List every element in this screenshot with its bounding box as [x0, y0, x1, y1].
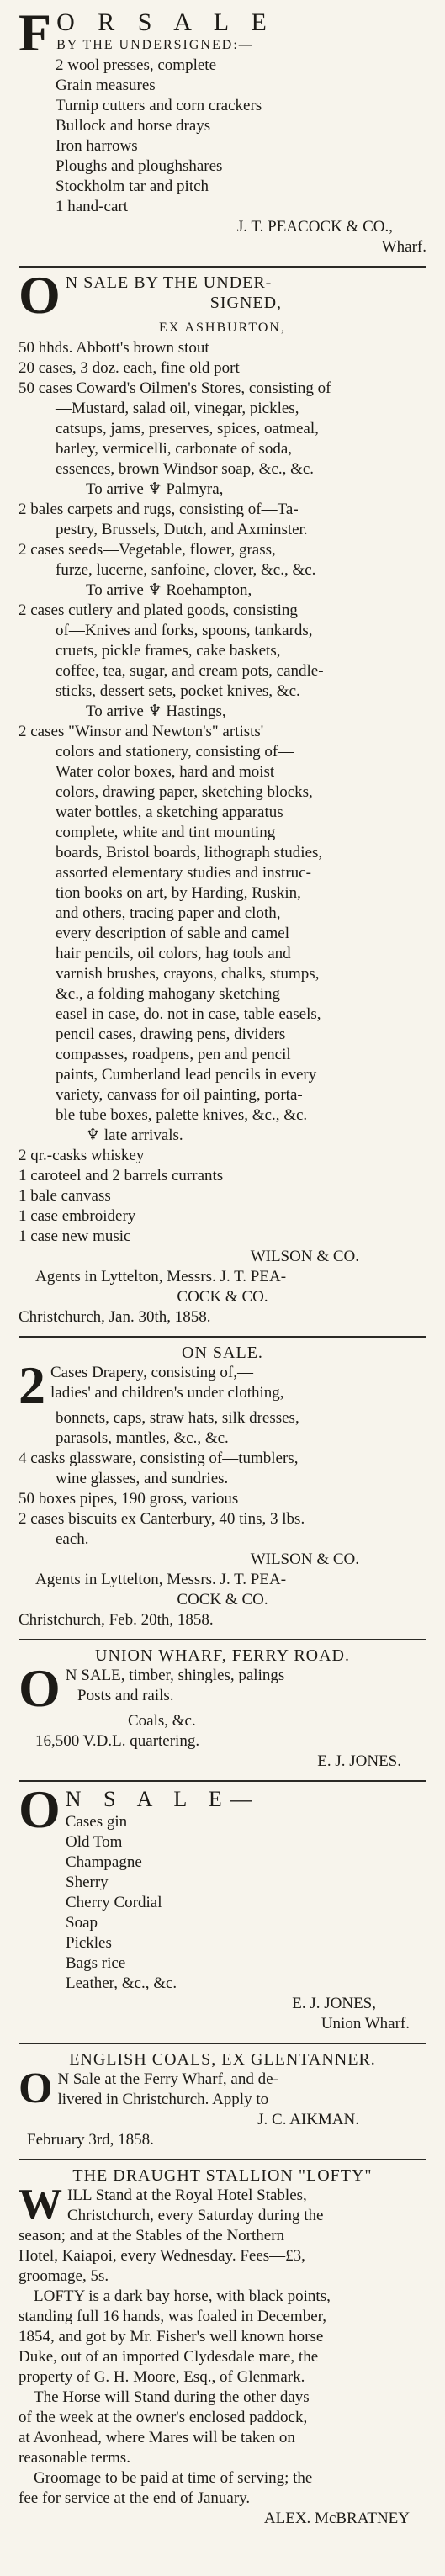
- text-line: tion books on art, by Harding, Ruskin,: [56, 884, 301, 902]
- list-item: Bullock and horse drays: [56, 117, 211, 135]
- text-line: LOFTY is a dark bay horse, with black points,: [34, 2287, 331, 2305]
- ad-heading: N S A L E—: [65, 1787, 261, 1811]
- text-line: barley, vermicelli, carbonate of soda,: [56, 440, 293, 458]
- list-item: Cases gin: [65, 1813, 128, 1831]
- signature: E. J. JONES,: [292, 1995, 376, 2012]
- text-line: ♆ late arrivals.: [86, 1126, 183, 1144]
- item-list: [19, 1408, 426, 1550]
- ad-heading: N SALE BY THE UNDER-: [65, 273, 273, 292]
- text-line: 1 caroteel and 2 barrels currants: [19, 1167, 224, 1185]
- list-item: Ploughs and ploughshares: [56, 157, 223, 175]
- item-list: [19, 338, 426, 1247]
- text-line: coffee, tea, sugar, and cream pots, candle-: [56, 662, 324, 680]
- text-line: and others, tracing paper and cloth,: [56, 904, 281, 922]
- text-line: &c., a folding mahogany sketching: [56, 985, 280, 1003]
- body-line: livered in Christchurch. Apply to: [57, 2091, 269, 2108]
- signature: WILSON & CO.: [250, 1550, 359, 1568]
- signature: E. J. JONES.: [317, 1752, 401, 1770]
- text-line: hair pencils, oil colors, hag tools and: [56, 945, 291, 962]
- text-line: at Avonhead, where Mares will be taken on: [19, 2429, 295, 2446]
- body-lines: [19, 2186, 426, 2226]
- ad-on-sale-drapery: [19, 1338, 426, 1640]
- drop-cap: O: [19, 1787, 61, 1832]
- text-line: every description of sable and camel: [56, 925, 290, 942]
- text-line: wine glasses, and sundries.: [56, 1470, 229, 1487]
- ad-heading: O R S A L E: [56, 10, 275, 36]
- signature: ALEX. McBRATNEY: [263, 2510, 410, 2527]
- list-item: Bags rice: [66, 1954, 126, 1972]
- ad5-header: [19, 1787, 426, 1832]
- signature: WILSON & CO.: [250, 1248, 359, 1265]
- ad-stallion-lofty: [19, 2160, 426, 2537]
- dateline: Christchurch, Feb. 20th, 1858.: [19, 1611, 214, 1629]
- body-line: 16,500 V.D.L. quartering.: [35, 1732, 200, 1750]
- agents-line: Agents in Lyttelton, Messrs. J. T. PEA-: [35, 1268, 287, 1285]
- text-line: each.: [56, 1530, 89, 1548]
- text-line: ILL Stand at the Royal Hotel Stables,: [67, 2186, 307, 2204]
- text-line: 50 hhds. Abbott's brown stout: [19, 339, 209, 357]
- agents-line-cont: COCK & CO.: [177, 1288, 268, 1306]
- text-line: 20 cases, 3 doz. each, fine old port: [19, 359, 240, 377]
- item-list: [19, 1812, 426, 1832]
- ad3-lead: [19, 1363, 426, 1408]
- list-item: Cherry Cordial: [66, 1894, 162, 1911]
- body-line: N SALE, timber, shingles, palings: [65, 1667, 285, 1684]
- ad-subheading: BY THE UNDERSIGNED:—: [56, 38, 254, 52]
- text-line: ble tube boxes, palette knives, &c., &c.: [56, 1106, 308, 1124]
- text-line: compasses, roadpens, pen and pencil: [56, 1046, 291, 1063]
- text-line: Hotel, Kaiapoi, every Wednesday. Fees—£3,: [19, 2247, 305, 2265]
- text-line: fee for service at the end of January.: [19, 2489, 251, 2507]
- text-line: reasonable terms.: [19, 2449, 130, 2467]
- text-line: 1854, and got by Mr. Fisher's well known horse: [19, 2328, 324, 2345]
- list-item: Sherry: [66, 1874, 109, 1891]
- text-line: season; and at the Stables of the Northern: [19, 2227, 285, 2245]
- drop-cap: F: [19, 10, 52, 56]
- text-line: To arrive ♆ Roehampton,: [86, 581, 252, 599]
- text-line: pencil cases, drawing pens, dividers: [56, 1026, 286, 1043]
- text-line: easel in case, do. not in case, table easels,: [56, 1005, 321, 1023]
- body-lines: [19, 2226, 426, 2509]
- signature: J. T. PEACOCK & CO.,: [236, 218, 393, 236]
- text-line: boards, Bristol boards, lithograph studies,: [56, 844, 323, 861]
- text-line: varnish brushes, crayons, chalks, stumps,: [56, 965, 320, 983]
- text-line: pestry, Brussels, Dutch, and Axminster.: [56, 521, 308, 538]
- text-line: groomage, 5s.: [19, 2267, 109, 2285]
- drop-cap: 2: [19, 1363, 45, 1408]
- text-line: Water color boxes, hard and moist: [56, 763, 275, 781]
- text-line: colors, drawing paper, sketching blocks,: [56, 783, 313, 801]
- item-list: [19, 56, 426, 217]
- ad-on-sale-jones: [19, 1782, 426, 2044]
- text-line: —Mustard, salad oil, vinegar, pickles,: [56, 400, 299, 417]
- drop-cap: O: [19, 273, 61, 318]
- text-line: Christchurch, every Saturday during the: [67, 2207, 324, 2224]
- text-line: 1 case embroidery: [19, 1207, 136, 1225]
- list-item: 1 hand-cart: [56, 198, 128, 215]
- signature-place: Wharf.: [381, 238, 426, 256]
- ad7-body: [19, 2186, 426, 2226]
- list-item: Soap: [66, 1914, 98, 1932]
- list-item: Grain measures: [56, 77, 156, 94]
- dateline: Christchurch, Jan. 30th, 1858.: [19, 1308, 211, 1326]
- agents-line-cont: COCK & CO.: [177, 1591, 268, 1609]
- text-line: 50 cases Coward's Oilmen's Stores, consisting of: [19, 379, 331, 397]
- ad-heading: ON SALE.: [182, 1344, 263, 1362]
- agents-line: Agents in Lyttelton, Messrs. J. T. PEA-: [35, 1571, 287, 1588]
- text-line: of—Knives and forks, spoons, tankards,: [56, 622, 313, 639]
- body-line: N Sale at the Ferry Wharf, and de-: [57, 2070, 278, 2088]
- text-line: standing full 16 hands, was foaled in December,: [19, 2308, 326, 2325]
- text-line: 2 cases cutlery and plated goods, consisting: [19, 602, 298, 619]
- list-item: Champagne: [66, 1853, 142, 1871]
- body-line: Posts and rails.: [77, 1687, 174, 1704]
- lead-line: Cases Drapery, consisting of,—: [50, 1364, 253, 1381]
- text-line: 2 bales carpets and rugs, consisting of—Ta-: [19, 501, 299, 518]
- ad1-header: [19, 10, 426, 56]
- signature-place: Union Wharf.: [321, 2015, 410, 2033]
- text-line: 1 bale canvass: [19, 1187, 111, 1205]
- ad-heading: THE DRAUGHT STALLION "LOFTY": [72, 2166, 373, 2185]
- ad-english-coals: [19, 2044, 426, 2160]
- text-line: 2 cases biscuits ex Canterbury, 40 tins, 3 lbs.: [19, 1510, 305, 1528]
- text-line: of the week at the owner's enclosed paddock,: [19, 2409, 308, 2426]
- text-line: Groomage to be paid at time of serving; the: [34, 2469, 313, 2487]
- text-line: To arrive ♆ Palmyra,: [86, 480, 224, 498]
- drop-cap: O: [19, 2070, 53, 2110]
- text-line: parasols, mantles, &c., &c.: [56, 1429, 229, 1447]
- body-line: Coals, &c.: [128, 1712, 196, 1730]
- lead-line: ladies' and children's under clothing,: [50, 1384, 284, 1402]
- list-item: Pickles: [66, 1934, 112, 1952]
- text-line: paints, Cumberland lead pencils in every: [56, 1066, 317, 1084]
- ad-for-sale-peacock: [19, 5, 426, 268]
- ad-on-sale-wilson: [19, 268, 426, 1338]
- list-item: Leather, &c., &c.: [66, 1974, 177, 1992]
- text-line: complete, white and tint mounting: [56, 824, 276, 841]
- ad4-body: [19, 1666, 426, 1711]
- list-item: Old Tom: [66, 1833, 123, 1851]
- text-line: 2 cases "Winsor and Newton's" artists': [19, 723, 264, 740]
- text-line: 2 qr.-casks whiskey: [19, 1147, 145, 1164]
- list-item: Turnip cutters and corn crackers: [56, 97, 262, 114]
- list-item: Iron harrows: [56, 137, 138, 155]
- text-line: 50 boxes pipes, 190 gross, various: [19, 1490, 239, 1508]
- text-line: To arrive ♆ Hastings,: [86, 702, 226, 720]
- dateline: February 3rd, 1858.: [27, 2131, 154, 2149]
- drop-cap: W: [19, 2186, 62, 2226]
- list-item: 2 wool presses, complete: [56, 56, 217, 74]
- ad-heading: UNION WHARF, FERRY ROAD.: [95, 1646, 350, 1665]
- ad6-body: [19, 2070, 426, 2110]
- list-item: Stockholm tar and pitch: [56, 178, 209, 195]
- ad-heading-cont: SIGNED,: [209, 294, 283, 312]
- text-line: variety, canvass for oil painting, porta-: [56, 1086, 303, 1104]
- text-line: assorted elementary studies and instruc-: [56, 864, 311, 882]
- text-line: Duke, out of an imported Clydesdale mare, the: [19, 2348, 319, 2366]
- text-line: The Horse will Stand during the other days: [34, 2388, 310, 2406]
- text-line: furze, lucerne, sanfoine, clover, &c., &c.: [56, 561, 316, 579]
- signature: J. C. AIKMAN.: [257, 2111, 359, 2128]
- text-line: property of G. H. Moore, Esq., of Glenmark.: [19, 2368, 305, 2386]
- text-line: cruets, pickle frames, cake baskets,: [56, 642, 281, 660]
- ad-union-wharf: [19, 1640, 426, 1782]
- ship-name: EX ASHBURTON,: [159, 321, 286, 335]
- ad-heading: ENGLISH COALS, EX GLENTANNER.: [69, 2050, 376, 2069]
- text-line: water bottles, a sketching apparatus: [56, 803, 283, 821]
- text-line: sticks, dessert sets, pocket knives, &c.: [56, 682, 300, 700]
- text-line: 2 cases seeds—Vegetable, flower, grass,: [19, 541, 276, 559]
- drop-cap: O: [19, 1666, 61, 1711]
- ad2-header: [19, 273, 426, 318]
- text-line: catsups, jams, preserves, spices, oatmeal,: [56, 420, 319, 437]
- item-list: [19, 1832, 426, 1994]
- text-line: colors and stationery, consisting of—: [56, 743, 294, 761]
- text-line: bonnets, caps, straw hats, silk dresses,: [56, 1409, 299, 1427]
- text-line: 1 case new music: [19, 1227, 131, 1245]
- text-line: 4 casks glassware, consisting of—tumblers,: [19, 1450, 299, 1467]
- text-line: essences, brown Windsor soap, &c., &c.: [56, 460, 315, 478]
